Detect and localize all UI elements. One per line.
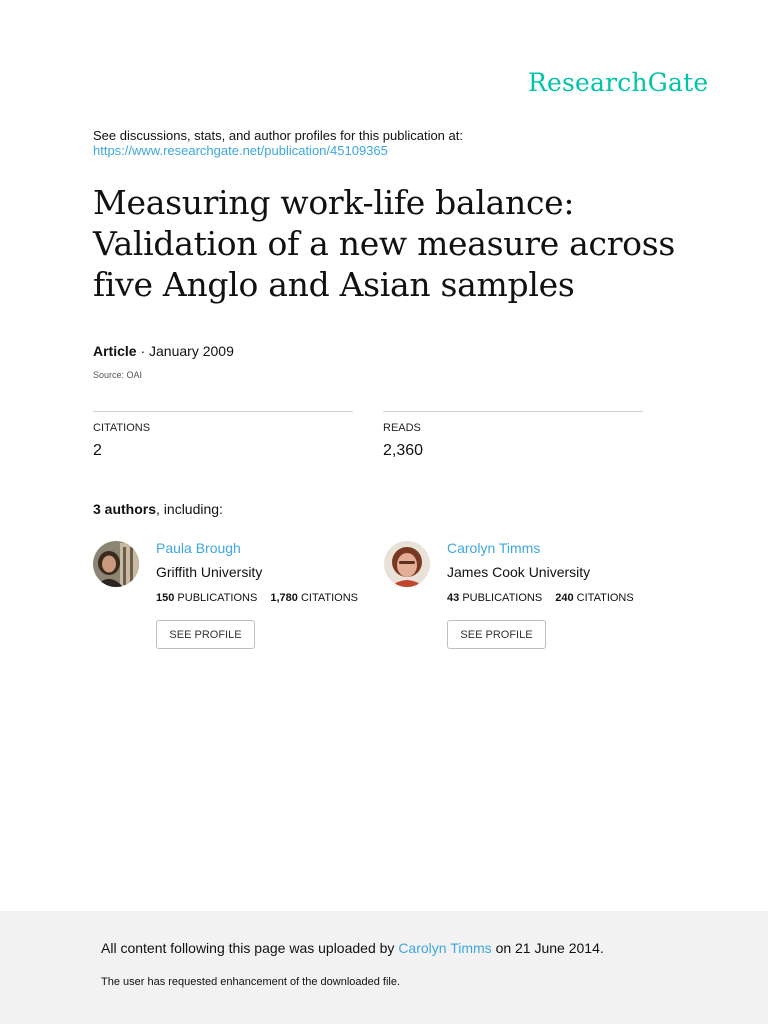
authors-count: 3 authors: [93, 501, 157, 517]
intro-block: [93, 128, 463, 158]
author-name[interactable]: Carolyn Timms: [447, 540, 541, 556]
citations-stat: [93, 411, 353, 460]
see-profile-button[interactable]: SEE PROFILE: [447, 620, 546, 649]
paper-meta: [93, 343, 234, 359]
publications-count: 43: [447, 592, 460, 604]
author-citations-label: CITATIONS: [576, 592, 634, 604]
author-institution: Griffith University: [156, 564, 263, 580]
publications-label: PUBLICATIONS: [462, 592, 543, 604]
author-counts: [447, 592, 634, 604]
footer: [0, 911, 768, 1024]
publications-count: 150: [156, 592, 175, 604]
citations-label: CITATIONS: [93, 422, 151, 434]
publication-link[interactable]: https://www.researchgate.net/publication/45109365: [93, 143, 388, 158]
author-avatar[interactable]: [93, 541, 139, 587]
enhancement-note: The user has requested enhancement of the downloaded file.: [101, 976, 401, 988]
see-profile-button[interactable]: SEE PROFILE: [156, 620, 255, 649]
paper-source: Source: OAI: [93, 370, 143, 380]
title-line: Measuring work-life balance:: [93, 183, 575, 222]
citations-value: 2: [93, 442, 102, 459]
authors-including: , including:: [156, 501, 223, 517]
authors-heading: [93, 501, 223, 517]
paper-title: [93, 182, 693, 305]
paper-type: Article: [93, 343, 137, 359]
title-line: Validation of a new measure across: [93, 224, 676, 263]
author-institution: James Cook University: [447, 564, 591, 580]
uploader-link[interactable]: Carolyn Timms: [398, 940, 492, 956]
upload-note: [101, 940, 604, 956]
reads-label: READS: [383, 422, 421, 434]
author-name[interactable]: Paula Brough: [156, 540, 241, 556]
author-avatar[interactable]: [384, 541, 430, 587]
reads-stat: [383, 411, 643, 460]
author-counts: [156, 592, 358, 604]
reads-value: 2,360: [383, 442, 424, 459]
upload-date: on 21 June 2014.: [495, 940, 604, 956]
upload-prefix: All content following this page was uploaded by: [101, 940, 395, 956]
author-citations-count: 240: [555, 592, 574, 604]
intro-text: See discussions, stats, and author profiles for this publication at:: [93, 128, 463, 143]
author-citations-label: CITATIONS: [300, 592, 358, 604]
author-citations-count: 1,780: [270, 592, 298, 604]
publications-label: PUBLICATIONS: [177, 592, 258, 604]
researchgate-logo: ResearchGate: [528, 68, 709, 97]
title-line: five Anglo and Asian samples: [93, 265, 575, 304]
paper-date: · January 2009: [140, 343, 234, 359]
